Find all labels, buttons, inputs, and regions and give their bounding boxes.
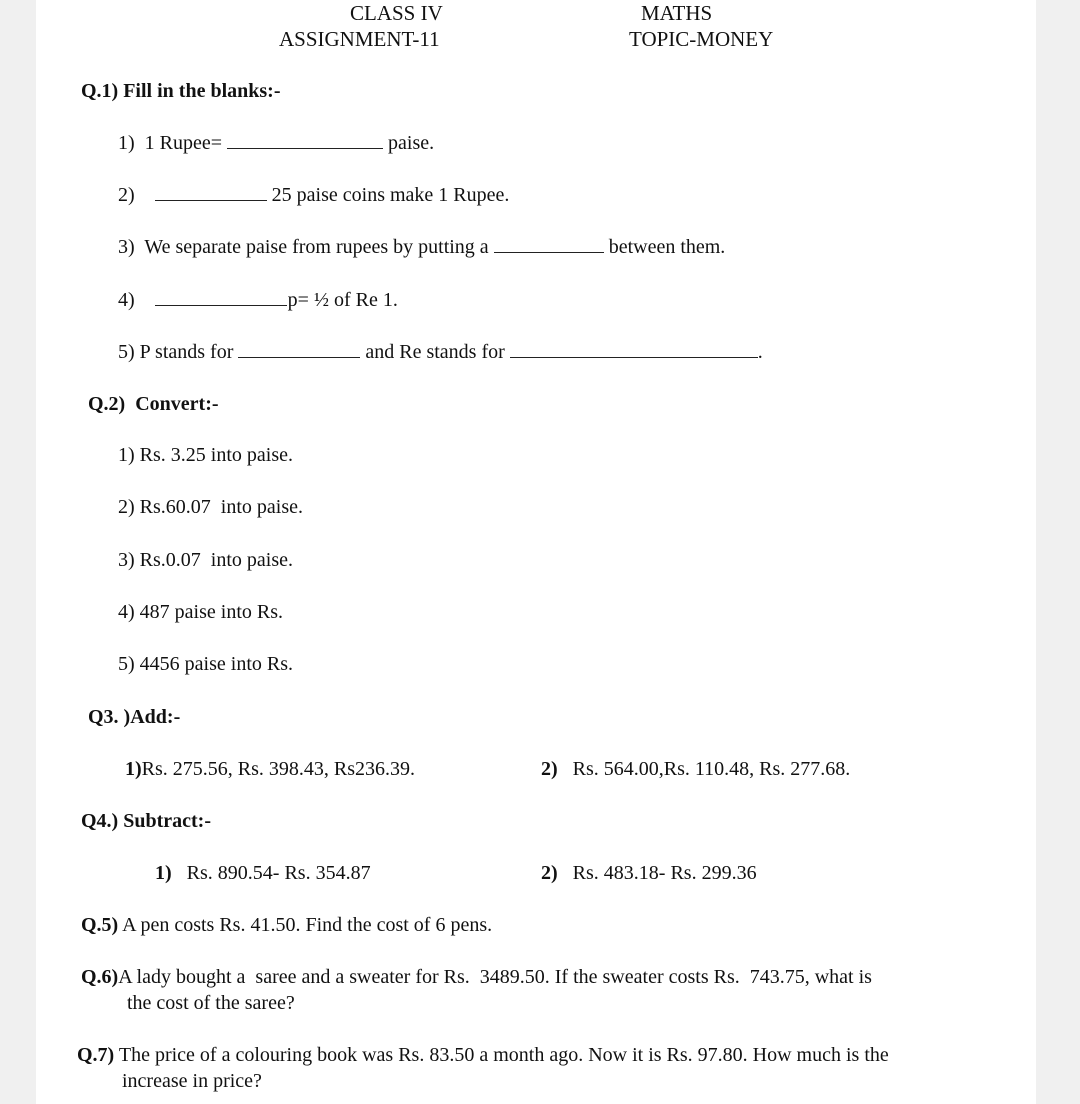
q1-item-5-text-c: . — [757, 341, 763, 363]
q4-item-1-num: 1) — [155, 862, 172, 884]
q1-item-2-blank — [155, 182, 267, 201]
q2-item-5 — [118, 652, 293, 676]
q1-item-4-text-b: p= ½ of Re 1. — [287, 289, 398, 311]
q5-text: A pen costs Rs. 41.50. Find the cost of 6 pens. — [122, 914, 493, 936]
topic-label: TOPIC-MONEY — [629, 27, 774, 51]
q1-item-4 — [118, 287, 398, 312]
q3-item-1 — [125, 757, 415, 781]
q1-item-2-num: 2) — [118, 184, 135, 206]
q2-item-5-text: 4456 paise into Rs. — [139, 653, 294, 675]
q6-line-1 — [81, 965, 872, 989]
q3-item-2 — [541, 757, 850, 781]
q1-item-3-text-b: between them. — [608, 236, 726, 258]
q2-item-5-num: 5) — [118, 653, 135, 675]
q2-item-2 — [118, 495, 303, 519]
class-label: CLASS IV — [350, 1, 443, 25]
q1-item-3-text-a: We separate paise from rupees by putting a — [144, 236, 489, 258]
q1-item-3 — [118, 234, 725, 259]
q5 — [81, 913, 492, 937]
q1-item-1-text-b: paise. — [388, 132, 435, 154]
q5-label: Q.5) — [81, 914, 119, 936]
q4-heading: Q4.) Subtract:- — [81, 810, 211, 832]
q2-heading-num: Q.2) — [88, 393, 126, 415]
q1-item-1-text-a: 1 Rupee= — [144, 132, 223, 154]
q2-item-3-num: 3) — [118, 549, 135, 571]
q2-item-2-num: 2) — [118, 496, 135, 518]
q2-item-4 — [118, 600, 283, 624]
q2-item-2-text: Rs.60.07 into paise. — [139, 496, 304, 518]
q1-item-2 — [118, 182, 509, 207]
q3-item-1-num: 1) — [125, 758, 142, 780]
q2-item-4-num: 4) — [118, 601, 135, 623]
q1-item-5-num: 5) — [118, 341, 135, 363]
q1-item-1 — [118, 130, 434, 155]
q1-item-5 — [118, 339, 763, 364]
q1-item-5-text-b: and Re stands for — [365, 341, 505, 363]
q2-item-1 — [118, 443, 293, 467]
q1-item-1-blank — [227, 130, 383, 149]
q4-item-1 — [155, 861, 371, 885]
q1-item-3-blank — [494, 234, 604, 253]
q2-item-3 — [118, 548, 293, 572]
q3-item-2-num: 2) — [541, 758, 558, 780]
q2-heading — [88, 392, 219, 416]
q2-item-1-num: 1) — [118, 444, 135, 466]
q2-item-1-text: Rs. 3.25 into paise. — [139, 444, 294, 466]
q1-item-3-num: 3) — [118, 236, 135, 258]
q1-item-5-blank-2 — [510, 339, 758, 358]
q1-item-4-blank — [155, 287, 287, 306]
q7-text-1: The price of a colouring book was Rs. 83.50 a month ago. Now it is Rs. 97.80. How much is the — [118, 1044, 889, 1066]
q1-item-2-text-b: 25 paise coins make 1 Rupee. — [271, 184, 510, 206]
q1-heading: Q.1) Fill in the blanks:- — [81, 80, 281, 102]
q2-item-3-text: Rs.0.07 into paise. — [139, 549, 294, 571]
q3-item-1-text: Rs. 275.56, Rs. 398.43, Rs236.39. — [141, 758, 416, 780]
q7-line-1 — [77, 1043, 889, 1067]
q6-line-2: the cost of the saree? — [127, 992, 295, 1014]
q3-item-2-text: Rs. 564.00,Rs. 110.48, Rs. 277.68. — [572, 758, 851, 780]
q1-item-5-blank-1 — [238, 339, 360, 358]
q1-item-4-num: 4) — [118, 289, 135, 311]
q3-heading: Q3. )Add:- — [88, 706, 181, 728]
q7-line-2: increase in price? — [122, 1070, 262, 1092]
q1-item-1-num: 1) — [118, 132, 135, 154]
q4-item-2-num: 2) — [541, 862, 558, 884]
q4-item-2 — [541, 861, 757, 885]
subject-label: MATHS — [641, 1, 713, 25]
assignment-label: ASSIGNMENT-11 — [279, 27, 440, 51]
q7-label: Q.7) — [77, 1044, 115, 1066]
q1-item-5-text-a: P stands for — [139, 341, 234, 363]
q2-item-4-text: 487 paise into Rs. — [139, 601, 284, 623]
q4-item-2-text: Rs. 483.18- Rs. 299.36 — [572, 862, 757, 884]
q2-heading-text: Convert:- — [135, 393, 219, 415]
q6-label: Q.6) — [81, 966, 119, 988]
q6-text-1: A lady bought a saree and a sweater for Rs. 3489.50. If the sweater costs Rs. 743.75, what is — [118, 966, 872, 988]
q4-item-1-text: Rs. 890.54- Rs. 354.87 — [186, 862, 371, 884]
